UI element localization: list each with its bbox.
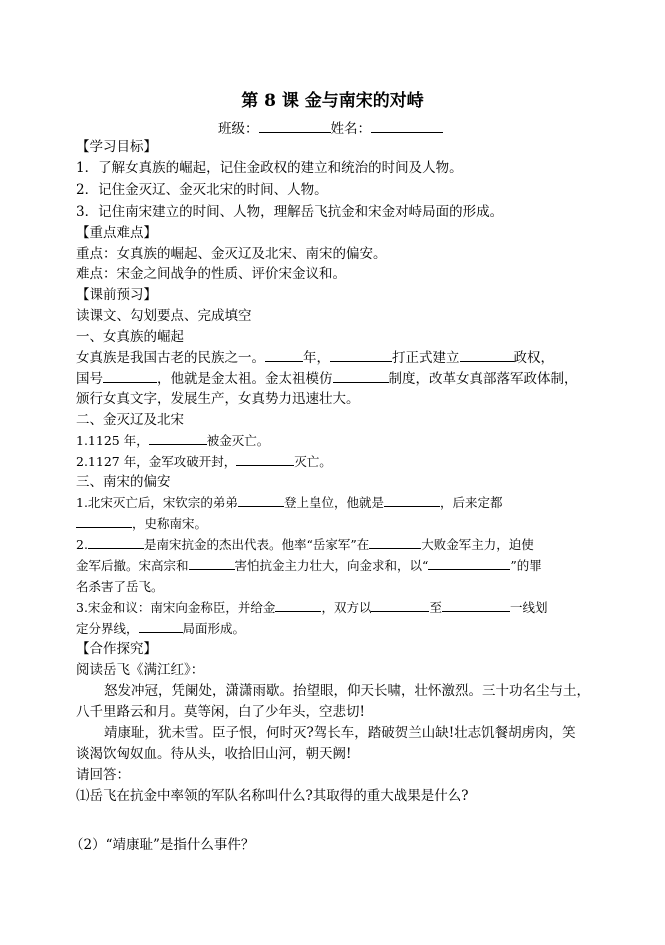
- blank-tribute[interactable]: [275, 598, 321, 612]
- text-segment: ，后来定都: [439, 495, 503, 510]
- blank-system[interactable]: [333, 369, 389, 383]
- blank-state-name[interactable]: [103, 369, 157, 383]
- blank-brother[interactable]: [238, 493, 284, 507]
- class-blank[interactable]: [259, 119, 331, 133]
- poem-line: 靖康耻，犹未雪。臣子恨，何时灭?驾长车，踏破贺兰山缺!壮志饥餐胡虏肉，笑: [104, 725, 576, 741]
- blank-official[interactable]: [189, 556, 235, 570]
- part1-line3: 颁行女真文字，发展生产，女真势力迅速壮大。: [76, 391, 360, 407]
- part2-line2: [76, 452, 332, 472]
- blank-northern-song[interactable]: [236, 452, 294, 466]
- page-title: 第 8 课 金与南宋的对峙: [241, 91, 424, 111]
- text-segment: 登上皇位，他就是: [283, 495, 384, 510]
- part3-line4: [76, 556, 542, 576]
- keypoints-header: 【重点难点】: [76, 225, 157, 241]
- text-segment: 害怕抗金主力壮大，向金求和，以“: [234, 558, 429, 573]
- text-segment: 金军后撤。宋高宗和: [76, 558, 189, 573]
- blank-charge[interactable]: [428, 556, 510, 570]
- blank-year[interactable]: [265, 348, 303, 362]
- part3-line6: [76, 598, 547, 618]
- question-1: ⑴岳飞在抗金中率领的军队名称叫什么?其取得的重大战果是什么?: [76, 788, 469, 804]
- text-segment: 年，: [303, 350, 330, 366]
- text-segment: 一线划: [509, 600, 548, 615]
- text-segment: 打正式建立: [392, 350, 460, 366]
- text-segment: 3.宋金和议：南宋向金称臣，并给金: [76, 600, 276, 615]
- difficult-point: 难点：宋金之间战争的性质、评价宋金议和。: [76, 266, 346, 282]
- coop-header: 【合作探究】: [76, 641, 157, 657]
- part1-title: 一、女真族的崛起: [76, 329, 184, 345]
- preview-intro: 读课文、勾划要点、完成填空: [76, 308, 252, 324]
- blank-leader[interactable]: [88, 535, 144, 549]
- text-segment: ，双方以: [321, 600, 372, 615]
- key-point: 重点：女真族的崛起、金灭辽及北宋、南宋的偏安。: [76, 246, 387, 262]
- text-segment: 2.1127 年，金军攻破开封，: [76, 454, 237, 469]
- blank-battle[interactable]: [369, 535, 421, 549]
- class-name-line: [218, 117, 443, 137]
- text-segment: 国号: [76, 371, 103, 387]
- text-segment: ”的罪: [510, 558, 542, 573]
- text-segment: 大败金军主力，迫使: [421, 537, 534, 552]
- text-segment: 1.北宋灭亡后，宋钦宗的弟弟: [76, 495, 238, 510]
- part3-line3: [76, 535, 534, 555]
- question-2: （2）“靖康耻”是指什么事件？: [70, 837, 255, 853]
- answer-prompt: 请回答：: [76, 767, 130, 783]
- blank-founder[interactable]: [330, 348, 392, 362]
- part3-title: 三、南宋的偏安: [76, 474, 171, 490]
- text-segment: 至: [429, 600, 442, 615]
- part3-line5: 名杀害了岳飞。: [76, 579, 164, 594]
- poem-line: 谈渴饮匈奴血。待从头，收拾旧山河，朝天阙!: [76, 746, 352, 762]
- name-blank[interactable]: [371, 119, 443, 133]
- text-segment: 2.: [76, 537, 88, 552]
- blank-boundary-start[interactable]: [371, 598, 429, 612]
- objective-item: 1．了解女真族的崛起，记住金政权的建立和统治的时间及人物。: [76, 160, 463, 176]
- part1-line1: [76, 348, 554, 368]
- poem-line: 怒发冲冠，凭阑处，潇潇雨歇。抬望眼，仰天长啸，壮怀激烈。三十功名尘与土，: [104, 683, 590, 699]
- text-segment: 政权，: [513, 350, 554, 366]
- text-segment: ，他就是金太祖。金太祖模仿: [157, 371, 333, 387]
- class-label: 班级：: [218, 121, 259, 137]
- blank-emperor[interactable]: [384, 493, 440, 507]
- text-segment: 局面形成。: [182, 621, 246, 636]
- text-segment: 被金灭亡。: [206, 433, 270, 448]
- text-segment: 1.1125 年，: [76, 433, 149, 448]
- preview-header: 【课前预习】: [76, 287, 157, 303]
- text-segment: 灭亡。: [294, 454, 332, 469]
- part2-title: 二、金灭辽及北宋: [76, 412, 184, 428]
- poem-line: 八千里路云和月。莫等闲，白了少年头，空悲切!: [76, 704, 365, 720]
- blank-regime[interactable]: [460, 348, 514, 362]
- objective-item: 3．记住南宋建立的时间、人物，理解岳飞抗金和宋金对峙局面的形成。: [76, 204, 504, 220]
- objectives-header: 【学习目标】: [76, 139, 157, 155]
- part1-line2: [76, 369, 578, 389]
- part3-line7: [76, 619, 245, 639]
- blank-boundary-end[interactable]: [442, 598, 510, 612]
- text-segment: 是南宋抗金的杰出代表。他率“岳家军”在: [143, 537, 370, 552]
- part3-line1: [76, 493, 502, 513]
- blank-capital[interactable]: [76, 514, 132, 528]
- text-segment: 制度，改革女真部落军政体制，: [388, 371, 578, 387]
- blank-situation[interactable]: [139, 619, 183, 633]
- blank-liao[interactable]: [149, 431, 207, 445]
- poem-intro: 阅读岳飞《满江红》：: [76, 662, 205, 678]
- text-segment: 女真族是我国古老的民族之一。: [76, 350, 265, 366]
- part3-line2: [76, 514, 207, 534]
- text-segment: ，史称南宋。: [132, 516, 208, 531]
- text-segment: 定分界线，: [76, 621, 139, 636]
- objective-item: 2．记住金灭辽、金灭北宋的时间、人物。: [76, 182, 328, 198]
- name-label: 姓名：: [330, 121, 371, 137]
- part2-line1: [76, 431, 269, 451]
